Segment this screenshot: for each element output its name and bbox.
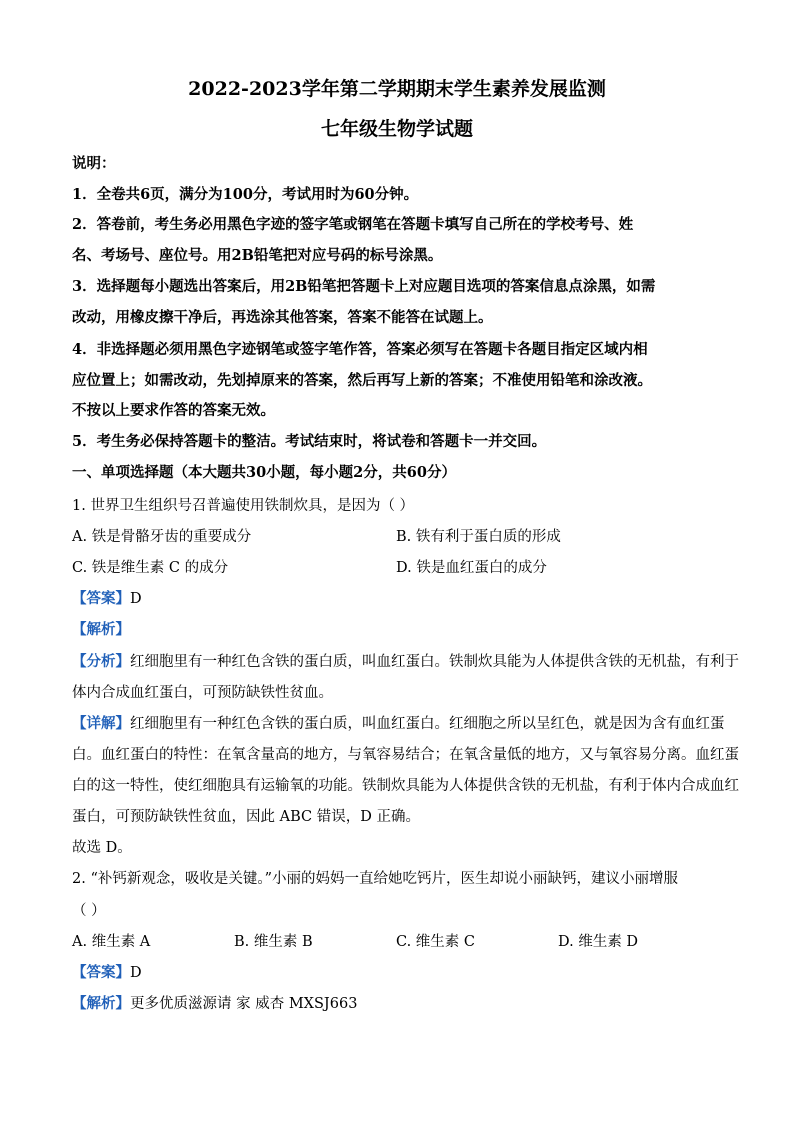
q1-fenxi-line: 体内合成血红蛋白，可预防缺铁性贫血。 [72, 685, 333, 701]
q1-conclusion: 故选 D。 [72, 840, 132, 856]
q1-option-b: B. 铁有利于蛋白质的形成 [396, 529, 561, 545]
fenxi-text: 红细胞里有一种红色含铁的蛋白质，叫血红蛋白。铁制炊具能为人体提供含铁的无机盐，有利于 [130, 654, 739, 670]
analysis-tag: 【解析】 [72, 621, 130, 638]
instruction-line: 改动，用橡皮擦干净后，再选涂其他答案，答案不能答在试题上。 [72, 309, 493, 326]
q1-option-a: A. 铁是骨骼牙齿的重要成分 [72, 529, 252, 545]
q1-fenxi [72, 650, 739, 671]
q2-option-a: A. 维生素 A [72, 934, 151, 950]
q2-option-c: C. 维生素 C [396, 934, 475, 950]
q1-xiangjie-line: 蛋白，可预防缺铁性贫血，因此 ABC 错误，D 正确。 [72, 809, 420, 825]
answer-value: D [130, 591, 142, 607]
q1-option-c: C. 铁是维生素 C 的成分 [72, 560, 229, 576]
xiangjie-tag: 【详解】 [72, 715, 130, 732]
q1-option-d: D. 铁是血红蛋白的成分 [396, 560, 547, 576]
q2-analysis [72, 992, 357, 1013]
exam-subtitle: 七年级生物学试题 [320, 118, 473, 140]
instruction-line: 名、考场号、座位号。用2B铅笔把对应号码的标号涂黑。 [72, 247, 443, 264]
instruction-line: 3．选择题每小题选出答案后，用2B铅笔把答题卡上对应题目选项的答案信息点涂黑，如需 [72, 278, 656, 295]
q1-analysis [72, 618, 130, 639]
answer-tag: 【答案】 [72, 590, 130, 607]
q2-stem: 2. “补钙新观念，吸收是关键。”小丽的妈妈一直给她吃钙片，医生却说小丽缺钙，建议小丽增服 [72, 871, 679, 887]
instruction-line: 应位置上；如需改动，先划掉原来的答案，然后再写上新的答案；不准使用铅笔和涂改液。 [72, 372, 652, 389]
q1-answer [72, 587, 142, 608]
q1-xiangjie [72, 712, 725, 733]
instruction-line: 5．考生务必保持答题卡的整洁。考试结束时，将试卷和答题卡一并交回。 [72, 433, 547, 450]
q1-xiangjie-line: 白。血红蛋白的特性：在氧含量高的地方，与氧容易结合；在氧含量低的地方，又与氧容易分离。血红蛋 [72, 747, 739, 763]
q1-xiangjie-line: 白的这一特性，使红细胞具有运输氧的功能。铁制炊具能为人体提供含铁的无机盐，有利于体内合成血红 [72, 778, 739, 794]
q2-answer [72, 961, 142, 982]
instruction-line: 1．全卷共6页，满分为100分，考试用时为60分钟。 [72, 186, 419, 203]
section-heading: 一、单项选择题（本大题共30小题，每小题2分，共60分） [72, 464, 456, 481]
q2-option-d: D. 维生素 D [558, 934, 639, 950]
watermark-text: 更多优质滋源请 家 威杏 MXSJ663 [130, 996, 358, 1012]
xiangjie-text: 红细胞里有一种红色含铁的蛋白质，叫血红蛋白。红细胞之所以呈红色，就是因为含有血红蛋 [130, 716, 725, 732]
instruction-line: 不按以上要求作答的答案无效。 [72, 402, 275, 419]
answer-tag: 【答案】 [72, 964, 130, 981]
exam-title: 2022-2023学年第二学期期末学生素养发展监测 [188, 78, 606, 100]
answer-value: D [130, 965, 142, 981]
q2-option-b: B. 维生素 B [234, 934, 313, 950]
q1-stem: 1. 世界卫生组织号召普遍使用铁制炊具，是因为（ ） [72, 498, 415, 514]
q2-paren: （ ） [72, 903, 106, 919]
instruction-line: 4．非选择题必须用黑色字迹钢笔或签字笔作答，答案必须写在答题卡各题目指定区域内相 [72, 341, 648, 358]
instructions-heading: 说明： [72, 155, 116, 172]
instruction-line: 2．答卷前，考生务必用黑色字迹的签字笔或钢笔在答题卡填写自己所在的学校考号、姓 [72, 216, 634, 233]
fenxi-tag: 【分析】 [72, 653, 130, 670]
analysis-tag: 【解析】 [72, 995, 130, 1012]
